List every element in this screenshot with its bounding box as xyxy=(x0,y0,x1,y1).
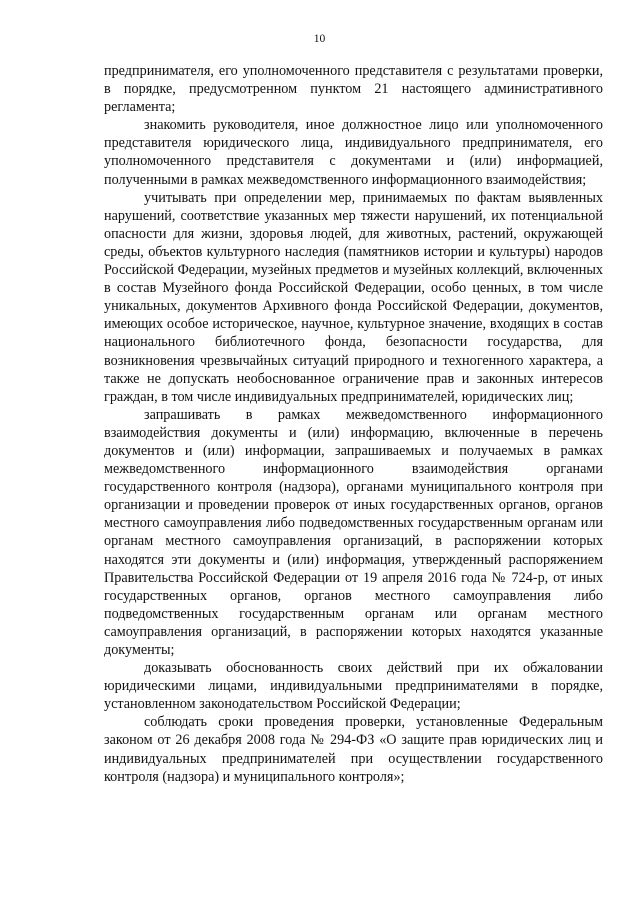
paragraph-consider-measures: учитывать при определении мер, принимаемых по фактам выявленных нарушений, соответствие указанных мер тяжести нарушений, их потенциальной опасности для жизни, здоровья людей, для животных, растений, окружающей среды, объектов культурного наследия (памятников истории и культуры) народов Российской Федерации, музейных предметов и музейных коллекций, включенных в состав Музейного фонда Российской Федерации, особо ценных, в том числе уникальных, документов Архивного фонда Российской Федерации, документов, имеющих особое историческое, научное, культурное значение, входящих в состав национального библиотечного фонда, безопасности государства, для возникновения чрезвычайных ситуаций природного и техногенного характера, а также не допускать необоснованное ограничение прав и законных интересов граждан, в том числе индивидуальных предпринимателей, юридических лиц; xyxy=(104,189,603,405)
document-body xyxy=(104,62,603,786)
paragraph-acquaint: знакомить руководителя, иное должностное лицо или уполномоченного представителя юридического лица, индивидуального предпринимателя, его уполномоченного представителя с документами и (или) информацией, полученными в рамках межведомственного информационного взаимодействия; xyxy=(104,117,603,188)
paragraph-prove-validity: доказывать обоснованность своих действий при их обжаловании юридическими лицами, индивидуальными предпринимателями в порядке, установленном законодательством Российской Федерации; xyxy=(104,660,603,713)
paragraph-continuation: предпринимателя, его уполномоченного представителя с результатами проверки, в порядке, предусмотренном пунктом 21 настоящего административного регламента; xyxy=(104,63,603,116)
paragraph-request-documents: запрашивать в рамках межведомственного информационного взаимодействия документы и (или) информацию, включенные в перечень документов и (или) информации, запрашиваемых и получаемых в рамках межведомственного информационного взаимодействия органами государственного контроля (надзора), органами муниципального контроля при организации и проведении проверок от иных государственных органов, органов местного самоуправления либо подведомственных государственным органам или органам местного самоуправления организаций, в распоряжении которых находятся эти документы и (или) информация, утвержденный распоряжением Правительства Российской Федерации от 19 апреля 2016 года № 724-р, от иных государственных органов, органов местного самоуправления либо подведомственных государственным органам или органам местного самоуправления организаций, в распоряжении которых находятся указанные документы; xyxy=(104,406,603,658)
paragraph-observe-deadlines: соблюдать сроки проведения проверки, установленные Федеральным законом от 26 декабря 2008 года № 294-ФЗ «О защите прав юридических лиц и индивидуальных предпринимателей при осуществлении государственного контроля (надзора) и муниципального контроля»; xyxy=(104,714,603,785)
page-number: 10 xyxy=(313,33,326,45)
